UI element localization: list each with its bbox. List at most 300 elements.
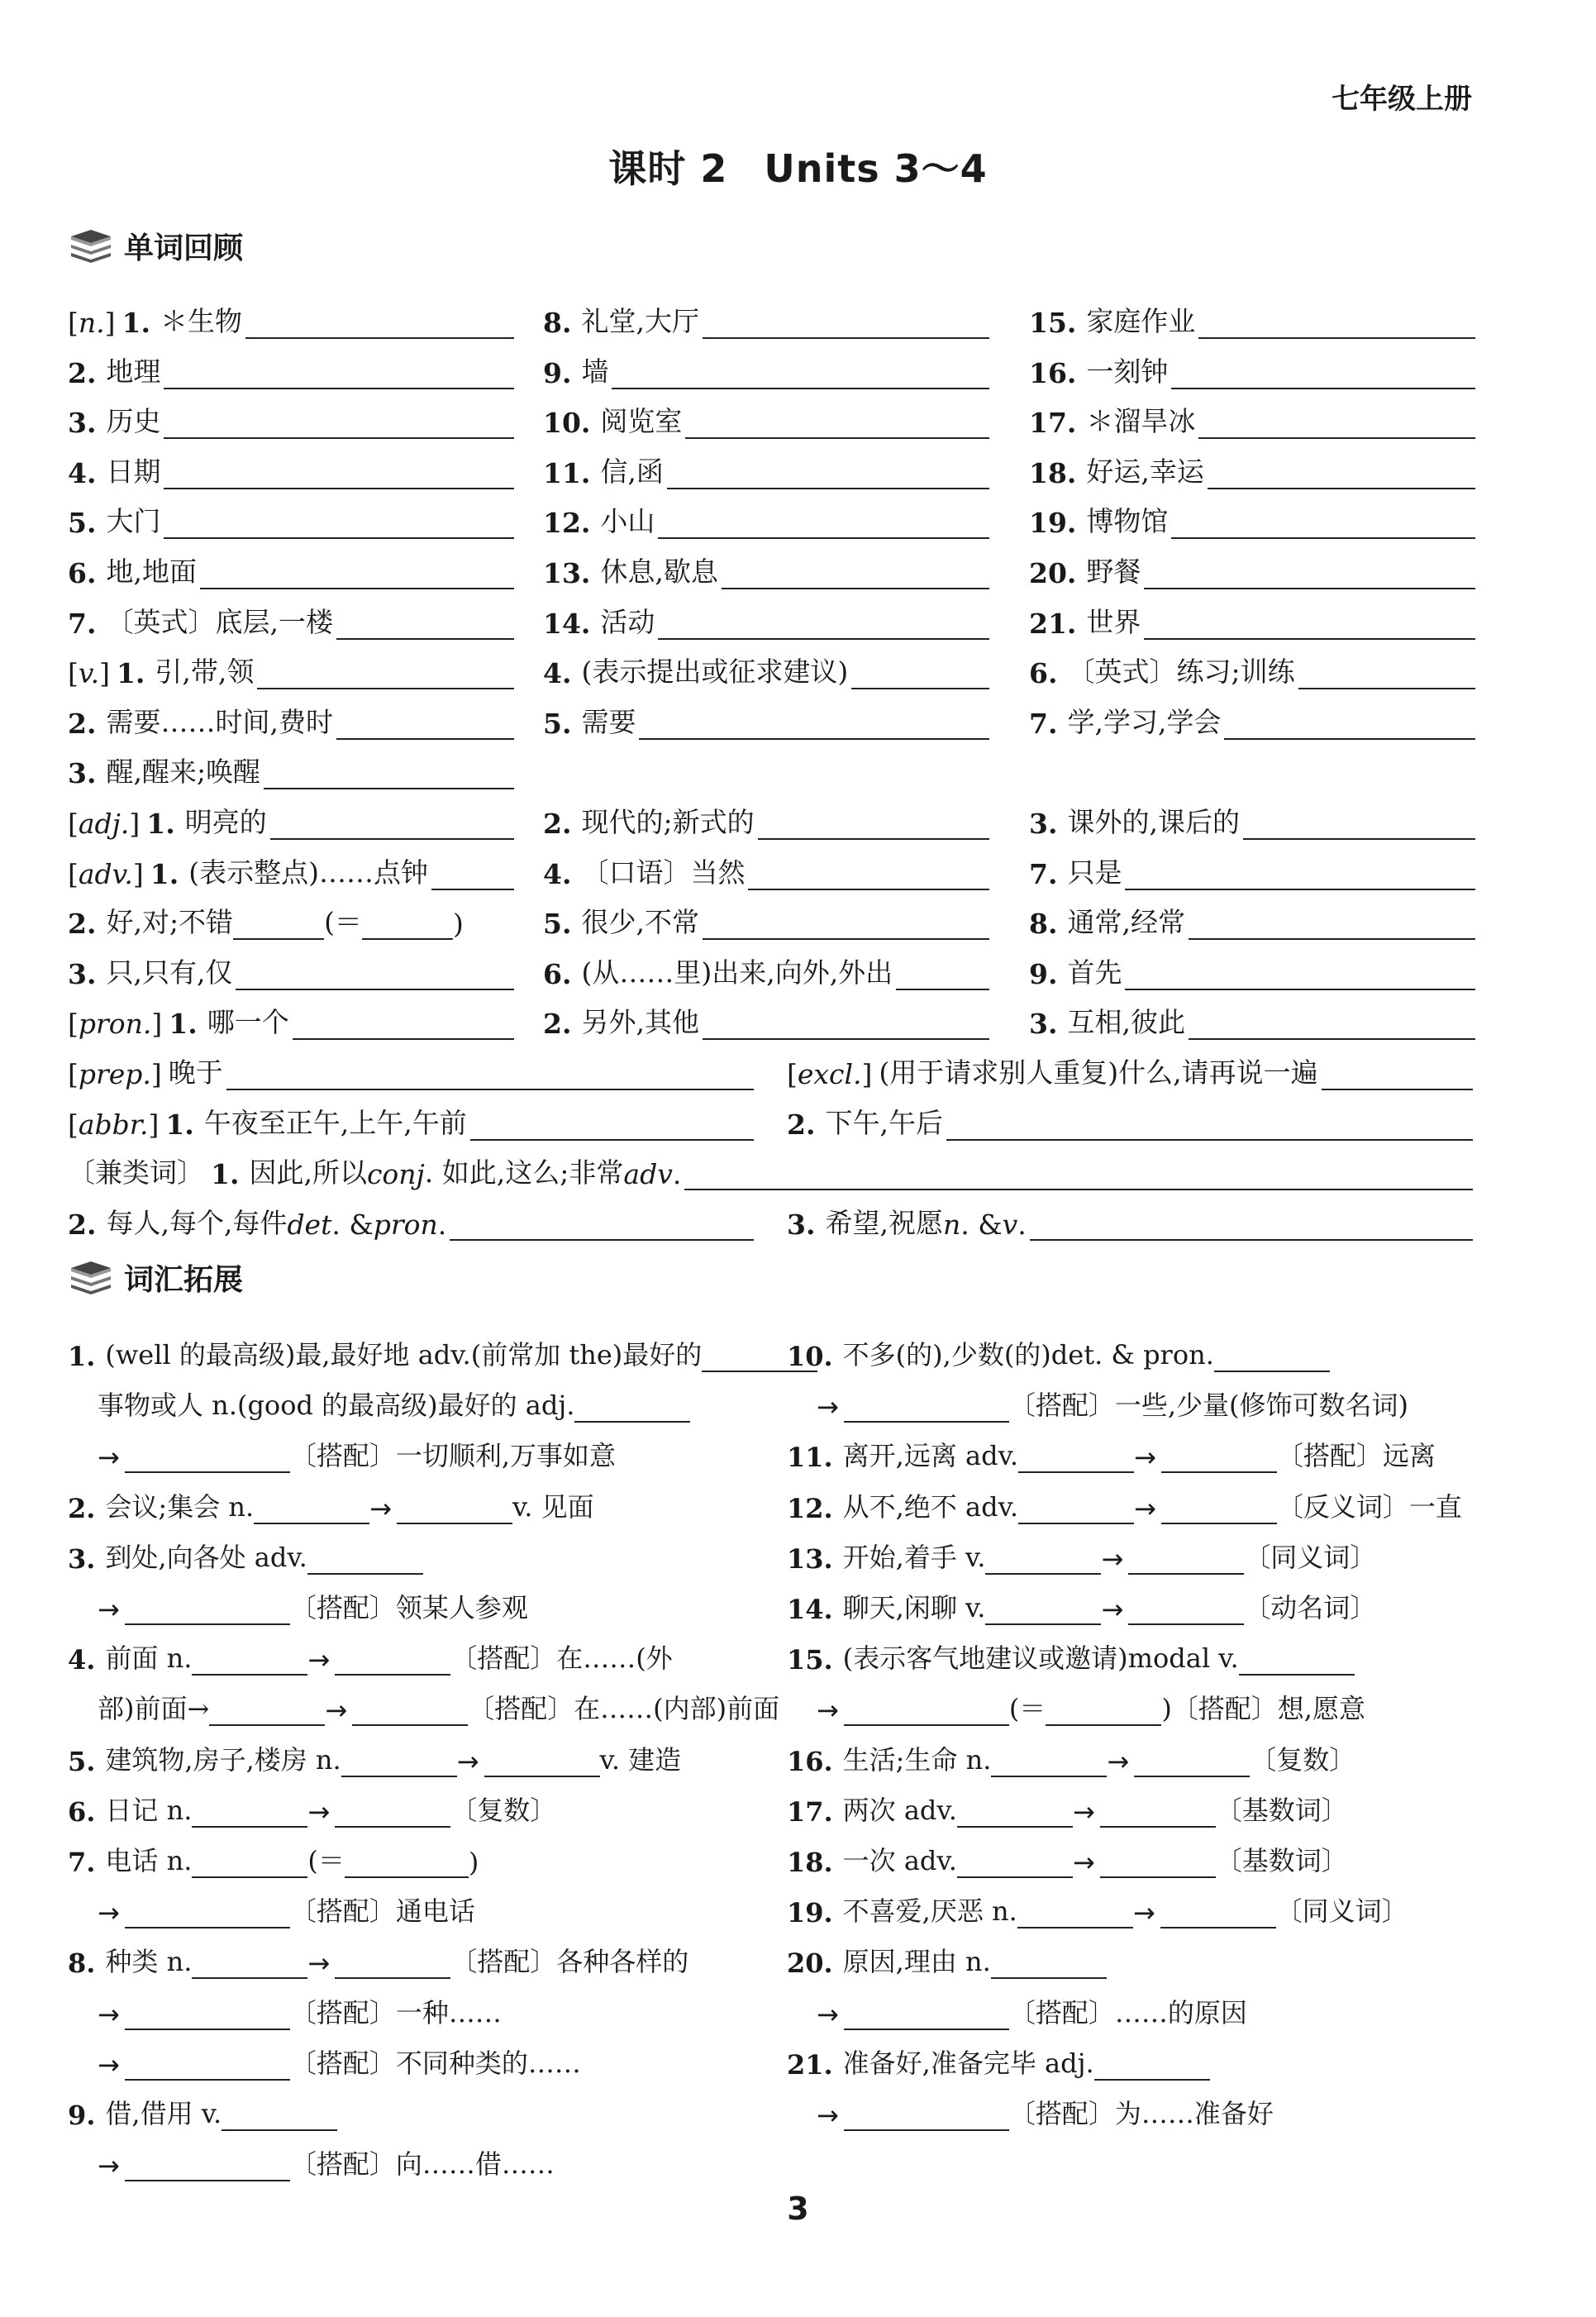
arrow-icon: → [98, 1998, 120, 2030]
answer-blank[interactable] [226, 1057, 754, 1090]
item-number: 3. [68, 1542, 96, 1575]
arrow-icon: → [817, 1391, 839, 1423]
item-number: 1. [146, 808, 175, 840]
vocab-item [543, 340, 989, 389]
item-prompt: 互相,彼此 [1067, 1006, 1185, 1039]
pos-tag-text: adj. [78, 808, 130, 840]
item-prompt: 午夜至正午,上午,午前 [203, 1106, 467, 1139]
item-prompt: 晚于 [168, 1056, 223, 1089]
answer-blank[interactable] [362, 908, 453, 940]
expand-item [68, 1525, 423, 1575]
vocab-item [543, 841, 989, 890]
vocab-item [543, 790, 989, 840]
answer-blank[interactable] [1144, 607, 1475, 640]
vocab-item [68, 690, 514, 740]
answer-blank[interactable] [1100, 1847, 1216, 1878]
pos-abbr: v [1002, 1208, 1018, 1241]
answer-blank[interactable] [236, 957, 514, 990]
answer-blank[interactable] [335, 1948, 450, 1979]
pos-tag: [v.] [68, 657, 110, 690]
item-prompt: 需要……时间,费时 [106, 705, 333, 738]
pos-tag: [prep.] [68, 1058, 162, 1090]
item-suffix: 〔搭配〕在……(内部)前面 [468, 1693, 780, 1725]
item-prompt: 开始,着手 v. [842, 1541, 986, 1573]
answer-blank[interactable] [200, 556, 514, 589]
answer-blank[interactable] [164, 506, 514, 539]
answer-blank[interactable] [748, 857, 989, 890]
item-number: 12. [787, 1492, 833, 1524]
item-prompt-end: . [672, 1158, 682, 1191]
item-suffix: 〔搭配〕在……(外 [450, 1642, 673, 1675]
answer-blank[interactable] [336, 607, 514, 640]
answer-blank[interactable] [125, 1442, 290, 1473]
item-prompt: 野餐 [1086, 555, 1141, 588]
section-review-heading [68, 225, 243, 267]
item-prompt: 小山 [600, 505, 655, 538]
answer-blank[interactable] [254, 1493, 369, 1524]
item-suffix: 〔复数〕 [1250, 1743, 1356, 1776]
item-suffix: 〔同义词〕 [1275, 1895, 1408, 1928]
vocab-item [787, 1191, 1473, 1241]
expand-item [787, 1778, 1348, 1828]
answer-blank[interactable] [1018, 1493, 1134, 1524]
answer-blank[interactable] [703, 1007, 989, 1040]
vocab-row [68, 990, 1473, 1040]
pos-tag-text: n. [78, 307, 105, 339]
item-prompt: (＝ [1008, 1693, 1046, 1725]
item-number: 17. [787, 1795, 833, 1828]
expand-item [68, 1323, 817, 1372]
pos-tag-text: v. [78, 657, 100, 690]
answer-blank[interactable] [450, 1208, 754, 1241]
arrow-icon: → [1072, 1795, 1095, 1828]
item-prompt-cont: . & [331, 1208, 374, 1241]
answer-blank[interactable] [1239, 1644, 1355, 1676]
pos-abbr: pron [373, 1208, 438, 1241]
answer-blank[interactable] [125, 1897, 290, 1928]
item-prompt: 会议;集会 n. [105, 1490, 255, 1523]
answer-blank[interactable] [1322, 1057, 1473, 1090]
paren-open: (＝ [307, 1845, 345, 1876]
answer-blank[interactable] [667, 456, 989, 489]
item-prompt: (用于请求别人重复)什么,请再说一遍 [879, 1056, 1318, 1089]
item-prompt: 到处,向各处 adv. [105, 1541, 307, 1573]
answer-blank[interactable] [1214, 1341, 1330, 1372]
answer-blank[interactable] [264, 756, 514, 789]
item-prompt-cont: . & [960, 1208, 1003, 1241]
item-prompt: 哪一个 [207, 1006, 289, 1039]
answer-blank[interactable] [336, 707, 514, 740]
answer-blank[interactable] [1224, 707, 1475, 740]
vocab-item [543, 990, 989, 1040]
item-number: 18. [1029, 456, 1077, 489]
answer-blank[interactable] [245, 306, 514, 339]
item-prompt: 两次 adv. [842, 1794, 957, 1826]
answer-blank[interactable] [1198, 406, 1475, 439]
answer-blank[interactable] [125, 2049, 290, 2081]
answer-blank[interactable] [484, 1746, 600, 1777]
item-suffix: v. 建造 [599, 1743, 682, 1776]
vocab-item [1029, 790, 1475, 840]
vocab-item [68, 289, 514, 339]
answer-blank[interactable] [233, 908, 324, 940]
item-prompt: 礼堂,大厅 [581, 305, 699, 337]
books-icon [68, 230, 114, 263]
vocab-row [68, 340, 1473, 389]
expand-item [68, 1626, 673, 1676]
answer-blank[interactable] [758, 807, 989, 840]
item-prompt: 地,地面 [106, 555, 197, 588]
answer-blank[interactable] [703, 907, 989, 940]
answer-blank[interactable] [684, 1157, 1473, 1190]
answer-blank[interactable] [192, 1644, 307, 1676]
pos-abbr: det [287, 1208, 332, 1241]
item-number: 15. [1029, 307, 1077, 339]
item-suffix: )〔搭配〕想,愿意 [1161, 1693, 1365, 1725]
vocab-item [543, 489, 989, 539]
answer-blank[interactable] [896, 957, 989, 990]
paren-close: ) [452, 908, 464, 941]
item-prompt: 好,对;不错 [106, 906, 234, 939]
item-number: 11. [787, 1442, 833, 1474]
item-number: 17. [1029, 407, 1077, 440]
answer-blank[interactable] [658, 506, 989, 539]
answer-blank[interactable] [844, 2100, 1009, 2131]
answer-blank[interactable] [985, 1594, 1101, 1625]
arrow-icon: → [369, 1492, 392, 1524]
answer-blank[interactable] [1160, 1897, 1276, 1928]
item-number: 3. [1029, 1008, 1058, 1041]
item-prompt: 信,函 [600, 455, 664, 488]
answer-blank[interactable] [164, 356, 514, 389]
answer-blank[interactable] [1198, 306, 1475, 339]
answer-blank[interactable] [991, 1746, 1107, 1777]
answer-blank[interactable] [470, 1108, 754, 1141]
item-prompt-cont: . 如此,这么;非常 [424, 1156, 624, 1189]
expand-item [787, 1423, 1436, 1473]
answer-blank[interactable] [574, 1391, 690, 1423]
item-number: 2. [68, 1492, 96, 1524]
arrow-icon: → [307, 1948, 331, 1980]
answer-blank[interactable] [164, 406, 514, 439]
arrow-icon: → [325, 1695, 348, 1727]
arrow-icon: → [98, 1594, 120, 1625]
vocab-item [1029, 941, 1475, 990]
item-number: 7. [1029, 857, 1058, 890]
answer-blank[interactable] [293, 1007, 514, 1040]
expand-item [68, 2081, 337, 2131]
answer-blank[interactable] [722, 556, 989, 589]
answer-blank[interactable] [844, 1695, 1009, 1726]
vocab-item [68, 1141, 1473, 1190]
vocab-item [1029, 640, 1475, 689]
vocab-item [543, 640, 989, 689]
answer-blank[interactable] [1161, 1493, 1277, 1524]
answer-blank[interactable] [1243, 807, 1475, 840]
item-number: 10. [787, 1341, 833, 1372]
item-suffix: 〔搭配〕远离 [1276, 1440, 1436, 1472]
item-prompt: 醒,醒来;唤醒 [106, 756, 261, 789]
item-number: 4. [68, 1644, 96, 1676]
vocab-row [68, 540, 1473, 589]
item-prompt: 引,带,领 [155, 656, 255, 689]
pos-tag: [pron.] [68, 1008, 163, 1041]
expand-item [98, 1576, 528, 1625]
vocab-item [68, 590, 514, 640]
item-number: 14. [787, 1594, 833, 1625]
answer-blank[interactable] [192, 1796, 307, 1828]
item-number: 7. [68, 1847, 96, 1878]
answer-blank[interactable] [1100, 1796, 1216, 1828]
item-number: 1. [211, 1158, 240, 1191]
expand-item [787, 1475, 1462, 1524]
item-prompt: 原因,理由 n. [842, 1946, 991, 1978]
answer-blank[interactable] [1094, 2049, 1210, 2081]
answer-blank[interactable] [1144, 556, 1475, 589]
expand-item [98, 1423, 616, 1473]
arrow-icon: → [1072, 1847, 1095, 1878]
vocab-row [68, 790, 1473, 840]
item-prompt-end: . [1017, 1208, 1027, 1241]
item-prompt: 墙 [581, 355, 609, 388]
item-prompt: 聊天,闲聊 v. [842, 1592, 986, 1623]
item-number: 1. [121, 307, 150, 339]
item-prompt: 〔搭配〕……的原因 [1008, 1996, 1247, 2029]
pos-abbr: n [942, 1208, 961, 1241]
arrow-icon: → [456, 1745, 479, 1777]
item-prompt: 大门 [106, 505, 161, 538]
arrow-icon: → [98, 1897, 120, 1929]
vocab-row [68, 389, 1473, 439]
vocab-item [787, 1091, 1473, 1141]
item-prompt: 〔搭配〕一些,少量(修饰可数名词) [1008, 1390, 1408, 1422]
item-number: 12. [543, 507, 591, 540]
vocab-item [543, 389, 989, 439]
answer-blank[interactable] [1128, 1594, 1244, 1625]
answer-blank[interactable] [341, 1746, 457, 1777]
answer-blank[interactable] [222, 2100, 337, 2131]
item-number: 20. [787, 1948, 833, 1980]
answer-blank[interactable] [946, 1108, 1473, 1141]
page-title [0, 139, 1596, 193]
pos-tag-text: adv. [78, 857, 133, 890]
answer-blank[interactable] [1134, 1746, 1250, 1777]
answer-blank[interactable] [1161, 1442, 1277, 1473]
item-prompt: 〔搭配〕不同种类的…… [289, 2047, 581, 2079]
item-prompt: 世界 [1086, 605, 1141, 638]
item-suffix: 〔反义词〕一直 [1276, 1490, 1462, 1523]
answer-blank[interactable] [397, 1493, 512, 1524]
answer-blank[interactable] [1030, 1208, 1473, 1241]
item-suffix: 〔基数词〕 [1215, 1845, 1348, 1876]
answer-blank[interactable] [1017, 1897, 1133, 1928]
item-prompt: 历史 [106, 405, 161, 438]
arrow-icon: → [1101, 1542, 1124, 1575]
answer-blank[interactable] [335, 1796, 450, 1828]
item-number: 5. [543, 707, 572, 740]
expand-item [787, 1576, 1376, 1625]
answer-blank[interactable] [125, 1999, 290, 2030]
pos-tag-text: abbr. [78, 1108, 149, 1141]
vocab-item [543, 690, 989, 740]
pos-tag-text: excl. [797, 1058, 862, 1090]
answer-blank[interactable] [209, 1695, 325, 1726]
answer-blank[interactable] [612, 356, 989, 389]
vocab-item [1029, 890, 1475, 940]
item-prompt: 〔英式〕底层,一楼 [106, 605, 333, 638]
item-prompt: 建筑物,房子,楼房 n. [105, 1743, 341, 1776]
vocab-item [1029, 990, 1475, 1040]
expand-item [817, 1373, 1408, 1423]
item-number: 2. [68, 1208, 97, 1241]
answer-blank[interactable] [307, 1543, 423, 1575]
answer-blank[interactable] [844, 1999, 1009, 2030]
answer-blank[interactable] [703, 306, 989, 339]
item-suffix: 〔动名词〕 [1244, 1592, 1377, 1623]
answer-blank[interactable] [1046, 1695, 1161, 1726]
item-prompt: 只是 [1067, 856, 1122, 889]
item-prompt: 好运,幸运 [1086, 455, 1204, 488]
answer-blank[interactable] [1298, 656, 1475, 689]
item-prompt: (well 的最高级)最,最好地 adv.(前常加 the)最好的 [105, 1339, 703, 1371]
item-prompt: 一刻钟 [1086, 355, 1169, 388]
item-prompt: 一次 adv. [842, 1845, 957, 1876]
answer-blank[interactable] [164, 456, 514, 489]
vocab-item [68, 489, 514, 539]
answer-blank[interactable] [1171, 506, 1475, 539]
vocab-item [1029, 489, 1475, 539]
item-number: 7. [68, 607, 97, 640]
arrow-icon: → [98, 2150, 120, 2182]
item-prompt: 阅览室 [600, 405, 683, 438]
item-number: 16. [787, 1745, 833, 1777]
vocab-item [68, 389, 514, 439]
vocab-row [68, 841, 1473, 890]
answer-blank[interactable] [1125, 857, 1475, 890]
arrow-icon: → [817, 1998, 839, 2030]
arrow-icon: → [1134, 1492, 1156, 1524]
answer-blank[interactable] [957, 1847, 1073, 1878]
item-suffix: 〔搭配〕各种各样的 [450, 1946, 689, 1978]
section-review-title: 单词回顾 [124, 231, 244, 265]
item-number: 15. [787, 1644, 833, 1676]
expand-item [817, 1981, 1247, 2030]
answer-blank[interactable] [192, 1948, 307, 1979]
answer-blank[interactable] [1189, 907, 1475, 940]
item-prompt: 每人,每个,每件 [106, 1206, 288, 1239]
item-number: 6. [68, 557, 97, 589]
vocab-row [68, 1191, 1473, 1241]
item-prompt: 〔搭配〕领某人参观 [289, 1592, 528, 1623]
answer-blank[interactable] [957, 1796, 1073, 1828]
answer-blank[interactable] [352, 1695, 468, 1726]
vocab-item [68, 540, 514, 589]
answer-blank[interactable] [1189, 1007, 1475, 1040]
item-prompt: (表示客气地建议或邀请)modal v. [842, 1642, 1239, 1675]
vocab-row [68, 941, 1473, 990]
answer-blank[interactable] [658, 607, 989, 640]
answer-blank[interactable] [270, 807, 514, 840]
answer-blank[interactable] [639, 707, 989, 740]
vocab-item [68, 440, 514, 489]
item-prompt: 〔口语〕当然 [581, 856, 746, 889]
answer-blank[interactable] [335, 1644, 450, 1676]
answer-blank[interactable] [1125, 957, 1475, 990]
item-prompt: 〔搭配〕一切顺利,万事如意 [289, 1440, 616, 1472]
answer-blank[interactable] [1128, 1543, 1244, 1575]
item-number: 2. [68, 356, 97, 389]
answer-blank[interactable] [125, 1594, 290, 1625]
expand-item [787, 1879, 1408, 1928]
item-number: 16. [1029, 356, 1077, 389]
item-number: 19. [787, 1897, 833, 1929]
expand-item [98, 1373, 690, 1423]
item-prompt: 另外,其他 [581, 1006, 699, 1039]
answer-blank[interactable] [844, 1391, 1009, 1423]
vocab-row [68, 1141, 1473, 1190]
vocab-item [1029, 340, 1475, 389]
section-expand-title: 词汇拓展 [124, 1263, 244, 1297]
answer-blank[interactable] [685, 406, 989, 439]
vocab-item [543, 440, 989, 489]
vocab-item [1029, 540, 1475, 589]
grade-label: 七年级上册 [1332, 83, 1472, 116]
item-prompt: 〔搭配〕一种…… [289, 1996, 502, 2029]
arrow-icon: → [307, 1795, 331, 1828]
answer-blank[interactable] [431, 857, 514, 890]
answer-blank[interactable] [1208, 456, 1475, 489]
vocab-item [543, 941, 989, 990]
answer-blank[interactable] [991, 1948, 1107, 1979]
item-prompt: 〔搭配〕为……准备好 [1008, 2098, 1274, 2129]
vocab-row [68, 690, 1473, 740]
item-number: 3. [68, 957, 97, 990]
item-prompt: 〔英式〕练习;训练 [1067, 656, 1295, 689]
vocab-item [1029, 389, 1475, 439]
item-prompt: 借,借用 v. [105, 2098, 222, 2129]
item-number: 6. [68, 1795, 96, 1828]
item-number: 1. [116, 657, 145, 690]
answer-blank[interactable] [125, 2150, 290, 2181]
item-prompt: (表示提出或征求建议) [581, 656, 849, 689]
item-number: 9. [68, 2100, 96, 2131]
vocab-row [68, 640, 1473, 689]
vocab-item [1029, 841, 1475, 890]
answer-blank[interactable] [1018, 1442, 1134, 1473]
item-prompt: 前面 n. [105, 1642, 193, 1675]
answer-blank[interactable] [345, 1847, 469, 1878]
answer-blank[interactable] [257, 656, 514, 689]
item-prompt: 通常,经常 [1067, 906, 1185, 939]
item-number: 13. [787, 1542, 833, 1575]
pos-tag: [excl.] [787, 1058, 873, 1090]
item-number: 4. [543, 657, 572, 690]
answer-blank[interactable] [192, 1847, 307, 1878]
item-suffix: 〔复数〕 [450, 1794, 557, 1826]
answer-blank[interactable] [1171, 356, 1475, 389]
item-prompt: ＊溜旱冰 [1086, 405, 1196, 438]
vocab-item [68, 1041, 754, 1090]
item-prompt: 〔搭配〕向……借…… [289, 2148, 555, 2181]
item-number: 1. [169, 1008, 198, 1041]
vocab-item [68, 740, 514, 789]
answer-blank[interactable] [985, 1543, 1101, 1575]
item-number: 3. [68, 757, 97, 790]
item-prompt: 离开,远离 adv. [842, 1440, 1019, 1472]
expand-item [787, 1525, 1376, 1575]
item-prompt: 明亮的 [184, 806, 267, 838]
answer-blank[interactable] [851, 656, 989, 689]
